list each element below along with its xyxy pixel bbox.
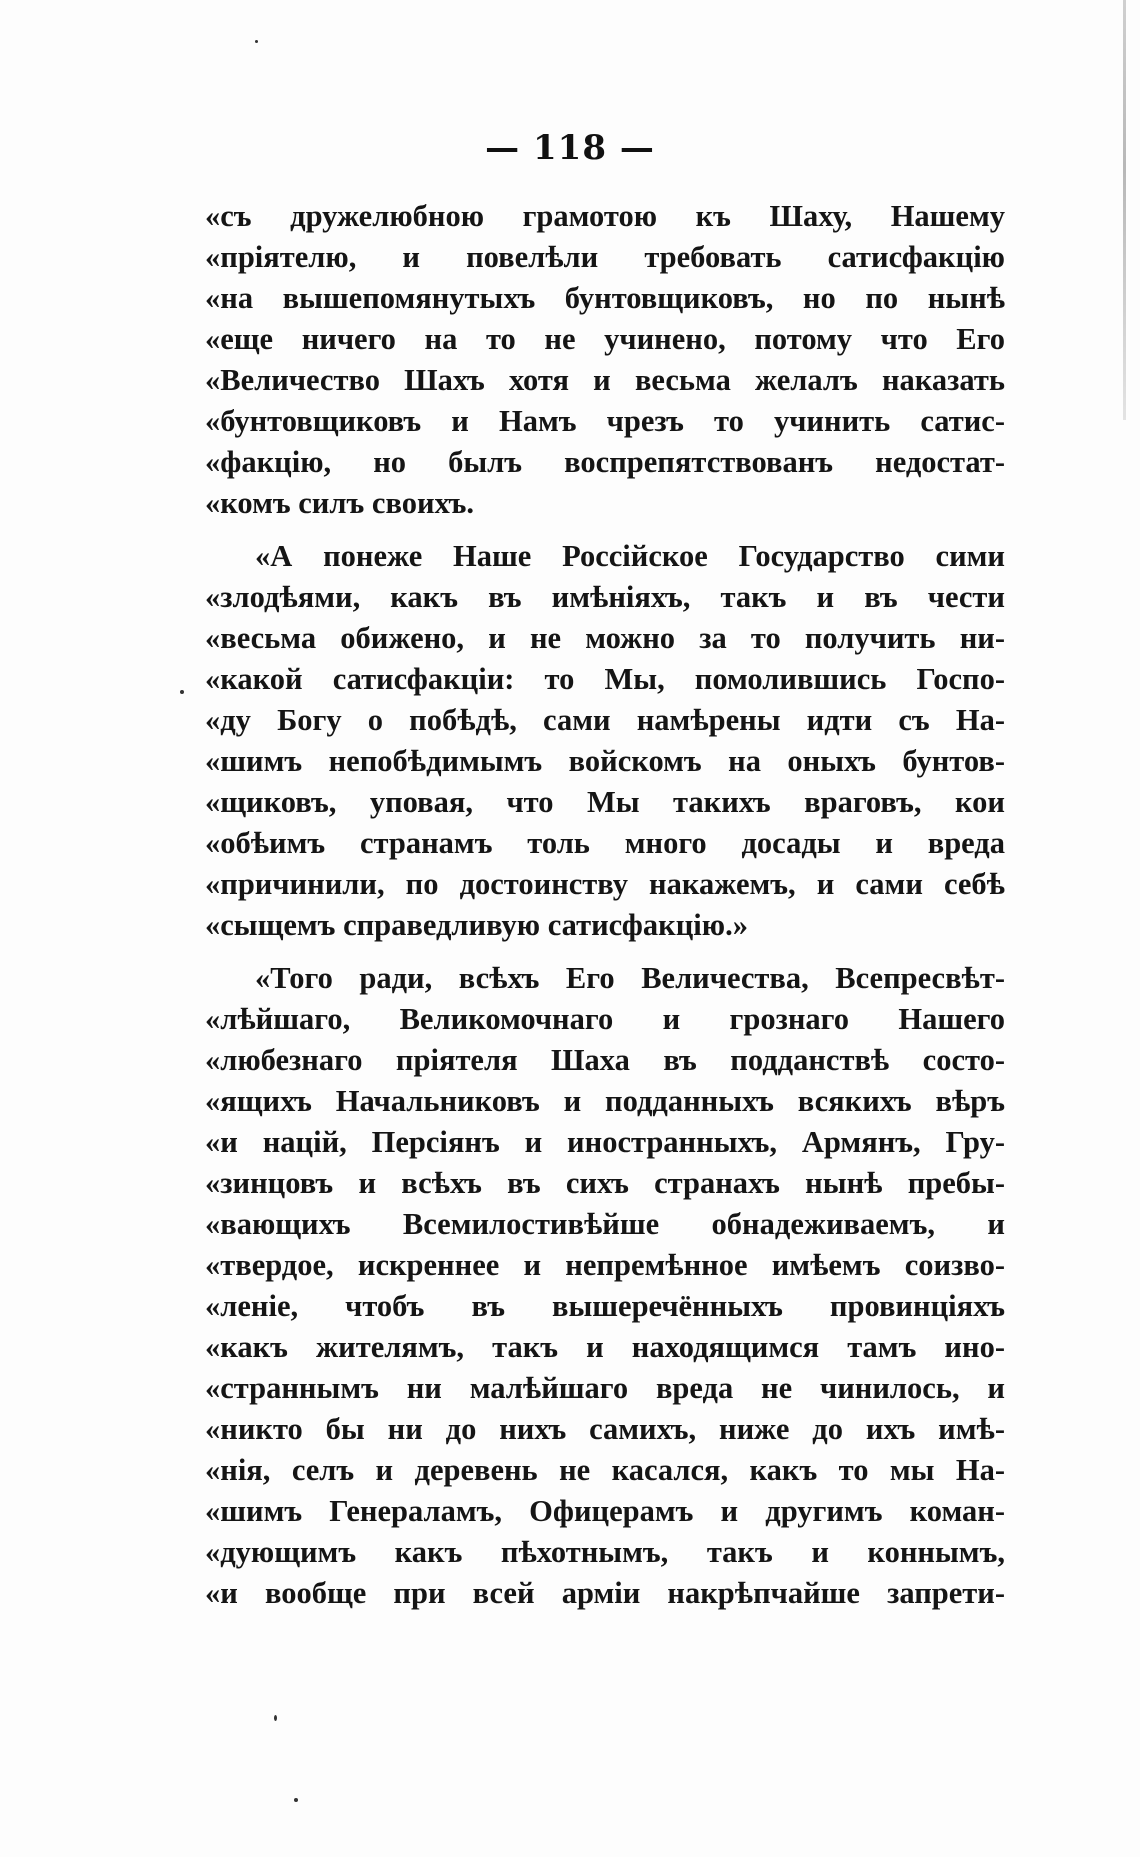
text-line: «Того ради, всѣхъ Его Величества, Всепресвѣт- [255, 961, 1005, 995]
text-line: «еще ничего на то не учинено, потому что Его [205, 322, 1005, 356]
text-line: «зинцовъ и всѣхъ въ сихъ странахъ нынѣ пребы- [205, 1166, 1005, 1200]
ink-speck [294, 1798, 298, 1802]
text-line: «А понеже Наше Россійское Государство сими [255, 539, 1005, 573]
text-line: «обѣимъ странамъ толь много досады и вреда [205, 826, 1005, 860]
text-line: «и вообще при всей арміи накрѣпчайше запрети- [205, 1576, 1005, 1610]
text-line: «какой сатисфакціи: то Мы, помолившись Госпо- [205, 662, 1005, 696]
text-line: «ящихъ Начальниковъ и подданныхъ всякихъ вѣръ [205, 1084, 1005, 1118]
text-line: «и націй, Персіянъ и иностранныхъ, Армянъ, Гру- [205, 1125, 1005, 1159]
text-line: «на вышепомянутыхъ бунтовщиковъ, но по нынѣ [205, 281, 1005, 315]
text-line: «съ дружелюбною грамотою къ Шаху, Нашему [205, 199, 1005, 233]
text-line: «леніе, чтобъ въ вышеречённыхъ провинціяхъ [205, 1289, 1005, 1323]
text-line: «лѣйшаго, Великомочнаго и грознаго Нашего [205, 1002, 1005, 1036]
body-text [205, 196, 1005, 1614]
text-line: «любезнаго пріятеля Шаха въ подданствѣ состо- [205, 1043, 1005, 1077]
text-line: «бунтовщиковъ и Намъ чрезъ то учинить сатис- [205, 404, 1005, 438]
paragraph-1 [205, 196, 1005, 524]
page-edge-shadow [1123, 0, 1126, 420]
text-line: «Величество Шахъ хотя и весьма желалъ наказать [205, 363, 1005, 397]
text-line: «шимъ непобѣдимымъ войскомъ на оныхъ бунтов- [205, 744, 1005, 778]
text-line: «весьма обижено, и не можно за то получить ни- [205, 621, 1005, 655]
ink-speck [255, 40, 258, 43]
text-line: «ду Богу о побѣдѣ, сами намѣрены идти съ На- [205, 703, 1005, 737]
page-number: — 118 — [485, 128, 655, 168]
text-line: «никто бы ни до нихъ самихъ, ниже до ихъ имѣ- [205, 1412, 1005, 1446]
text-line: «страннымъ ни малѣйшаго вреда не чинилось, и [205, 1371, 1005, 1405]
text-line: «комъ силъ своихъ. [205, 486, 475, 520]
paragraph-3 [205, 958, 1005, 1614]
text-line: «нія, селъ и деревень не касался, какъ то мы На- [205, 1453, 1005, 1487]
text-line: «твердое, искреннее и непремѣнное имѣемъ соизво- [205, 1248, 1005, 1282]
text-line: «шимъ Генераламъ, Офицерамъ и другимъ коман- [205, 1494, 1005, 1528]
ink-speck [274, 1715, 277, 1721]
ink-speck [180, 690, 184, 694]
text-line: «сыщемъ справедливую сатисфакцію.» [205, 908, 748, 942]
text-line: «причинили, по достоинству накажемъ, и сами себѣ [205, 867, 1005, 901]
text-line: «какъ жителямъ, такъ и находящимся тамъ ино- [205, 1330, 1005, 1364]
text-line: «щиковъ, уповая, что Мы такихъ враговъ, кои [205, 785, 1005, 819]
text-line: «дующимъ какъ пѣхотнымъ, такъ и коннымъ, [205, 1535, 1005, 1569]
text-line: «вающихъ Всемилостивѣйше обнадеживаемъ, и [205, 1207, 1005, 1241]
text-line: «злодѣями, какъ въ имѣніяхъ, такъ и въ чести [205, 580, 1005, 614]
text-line: «факцію, но былъ воспрепятствованъ недостат- [205, 445, 1005, 479]
text-line: «пріятелю, и повелѣли требовать сатисфакцію [205, 240, 1005, 274]
paragraph-2 [205, 536, 1005, 946]
